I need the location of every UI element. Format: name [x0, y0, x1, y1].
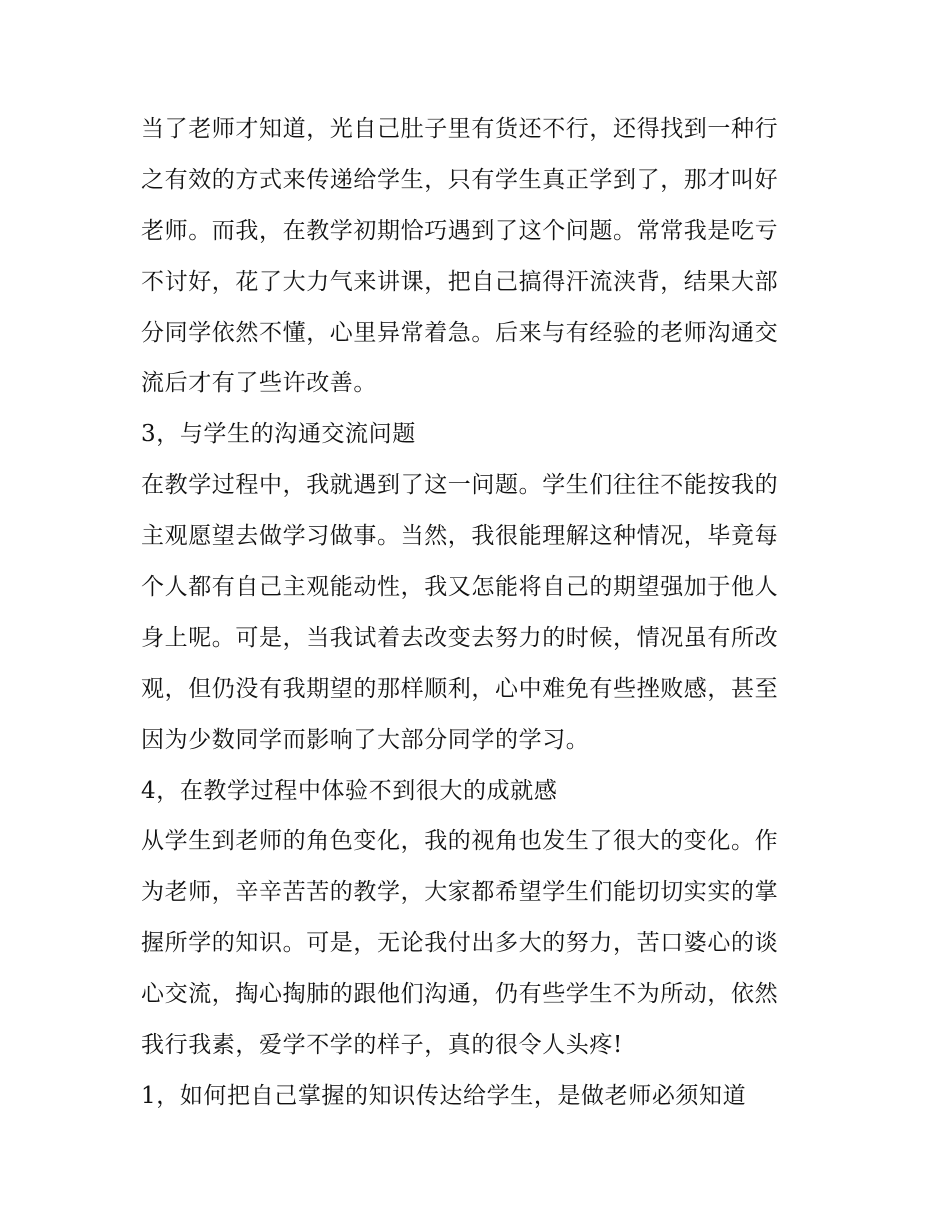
- text-line-16: 为老师，辛辛苦苦的教学，大家都希望学生们能切切实实的掌: [141, 879, 779, 906]
- text-line-13: 因为少数同学而影响了大部分同学的学习。: [141, 726, 590, 753]
- text-line-3: 老师。而我，在教学初期恰巧遇到了这个问题。常常我是吃亏: [141, 217, 779, 244]
- text-line-1: 当了老师才知道，光自己肚子里有货还不行，还得找到一种行: [141, 116, 779, 142]
- section-heading-3: 3，与学生的沟通交流问题: [141, 421, 416, 448]
- section-heading-1: 1，如何把自己掌握的知识传达给学生，是做老师必须知道: [141, 1082, 747, 1109]
- text-line-8: 在教学过程中，我就遇到了这一问题。学生们往往不能按我的: [141, 472, 779, 499]
- section-heading-4: 4，在教学过程中体验不到很大的成就感: [141, 777, 558, 804]
- text-line-4: 不讨好，花了大力气来讲课，把自己搞得汗流浃背，结果大部: [141, 268, 779, 295]
- text-line-6: 流后才有了些许改善。: [141, 370, 377, 397]
- text-line-12: 观，但仍没有我期望的那样顺利，心中难免有些挫败感，甚至: [141, 675, 779, 702]
- text-line-5: 分同学依然不懂，心里异常着急。后来与有经验的老师沟通交: [141, 319, 779, 346]
- document-body: [141, 104, 821, 1122]
- text-line-17: 握所学的知识。可是，无论我付出多大的努力，苦口婆心的谈: [141, 930, 779, 957]
- text-line-19: 我行我素，爱学不学的样子，真的很令人头疼!: [141, 1032, 623, 1059]
- text-line-9: 主观愿望去做学习做事。当然，我很能理解这种情况，毕竟每: [141, 523, 779, 550]
- text-line-10: 个人都有自己主观能动性，我又怎能将自己的期望强加于他人: [141, 574, 779, 601]
- text-line-11: 身上呢。可是，当我试着去改变去努力的时候，情况虽有所改: [141, 624, 779, 651]
- text-line-18: 心交流，掏心掏肺的跟他们沟通，仍有些学生不为所动，依然: [141, 981, 779, 1008]
- text-line-2: 之有效的方式来传递给学生，只有学生真正学到了，那才叫好: [141, 166, 779, 193]
- text-line-15: 从学生到老师的角色变化，我的视角也发生了很大的变化。作: [141, 828, 779, 855]
